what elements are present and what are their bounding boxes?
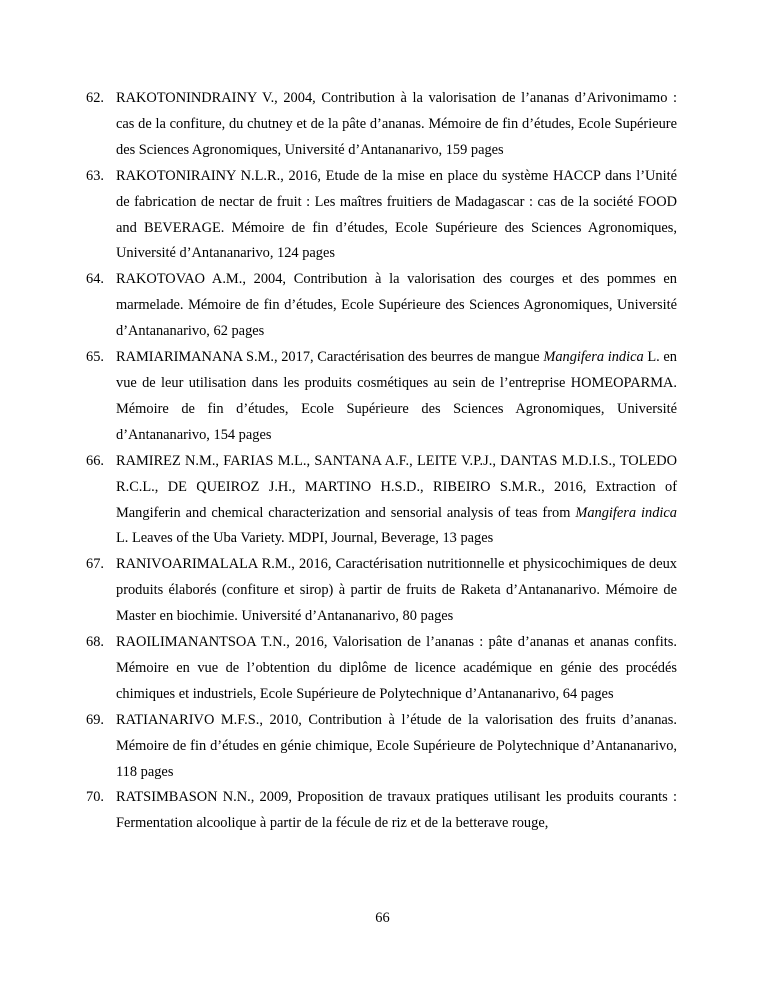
reference-text: RATSIMBASON N.N., 2009, Proposition de travaux pratiques utilisant les produits courants : Fermentation alcoolique à partir de la fécule de riz et de la betterave rouge, bbox=[116, 789, 677, 832]
reference-number: 66. bbox=[86, 452, 104, 469]
reference-number: 68. bbox=[86, 634, 104, 651]
reference-number: 70. bbox=[86, 789, 104, 806]
reference-text-start: RAMIARIMANANA S.M., 2017, Caractérisation des beurres de mangue bbox=[116, 349, 544, 366]
reference-68 bbox=[86, 630, 677, 708]
reference-text: RAKOTONIRAINY N.L.R., 2016, Etude de la mise en place du système HACCP dans l’Unité de fabrication de nectar de fruit : Les maîtres fruitiers de Madagascar : cas de la société FOOD and BEVERAGE. Mémoire de fin d’études, Ecole Supérieure des Sciences Agronomiques, Université d’Antananarivo, 124 pages bbox=[116, 167, 677, 262]
reference-text: RAKOTONINDRAINY V., 2004, Contribution à la valorisation de l’ananas d’Arivonimamo : cas de la confiture, du chutney et de la pâte d’ananas. Mémoire de fin d’études, Ecole Supérieure des Sciences Agronomiques, Université d’Antananarivo, 159 pages bbox=[116, 90, 677, 158]
reference-text: RATIANARIVO M.F.S., 2010, Contribution à l’étude de la valorisation des fruits d’ananas. Mémoire de fin d’études en génie chimique, Ecole Supérieure de Polytechnique d’Antananarivo, 118 pages bbox=[116, 711, 677, 780]
reference-number: 69. bbox=[86, 711, 104, 728]
reference-64 bbox=[86, 267, 677, 345]
reference-number: 63. bbox=[86, 167, 104, 184]
reference-text: RANIVOARIMALALA R.M., 2016, Caractérisation nutritionnelle et physicochimiques de deux produits élaborés (confiture et sirop) à partir de fruits de Raketa d’Antananarivo. Mémoire de Master en biochimie. Université d’Antananarivo, 80 pages bbox=[116, 556, 677, 625]
reference-text-start: RAMIREZ N.M., FARIAS M.L., SANTANA A.F., LEITE V.P.J., DANTAS M.D.I.S., TOLEDO R.C.L., DE QUEIROZ J.H., MARTINO H.S.D., RIBEIRO S.M.R., 2016, Extraction of Mangiferin and chemical characterization and sensorial analysis of teas from bbox=[116, 452, 677, 521]
reference-67 bbox=[86, 552, 677, 630]
reference-text: RAKOTOVAO A.M., 2004, Contribution à la valorisation des courges et des pommes en marmelade. Mémoire de fin d’études, Ecole Supérieure des Sciences Agronomiques, Université d’Antananarivo, 62 pages bbox=[116, 271, 677, 340]
species-name: Mangifera indica bbox=[543, 349, 644, 366]
reference-text: RAOILIMANANTSOA T.N., 2016, Valorisation de l’ananas : pâte d’ananas et ananas confits. Mémoire en vue de l’obtention du diplôme de licence académique en génie des procédés chimiques et industriels, Ecole Supérieure de Polytechnique d’Antananarivo, 64 pages bbox=[116, 634, 677, 702]
reference-number: 67. bbox=[86, 556, 104, 573]
reference-65 bbox=[86, 345, 677, 449]
species-name: Mangifera indica bbox=[575, 504, 677, 521]
reference-70 bbox=[86, 785, 677, 837]
reference-number: 64. bbox=[86, 271, 104, 288]
reference-list bbox=[86, 86, 677, 837]
reference-63 bbox=[86, 164, 677, 268]
reference-69 bbox=[86, 708, 677, 786]
page-number: 66 bbox=[375, 910, 390, 926]
reference-number: 62. bbox=[86, 90, 104, 106]
reference-text-end: L. en vue de leur utilisation dans les produits cosmétiques au sein de l’entreprise HOMEOPARMA. Mémoire de fin d’études, Ecole Supérieure des Sciences Agronomiques, Université d’Antananarivo, 154 pages bbox=[116, 349, 678, 443]
reference-62 bbox=[86, 86, 677, 164]
reference-number: 65. bbox=[86, 349, 104, 366]
reference-text-end: L. Leaves of the Uba Variety. MDPI, Journal, Beverage, 13 pages bbox=[116, 530, 494, 547]
reference-66 bbox=[86, 449, 677, 553]
